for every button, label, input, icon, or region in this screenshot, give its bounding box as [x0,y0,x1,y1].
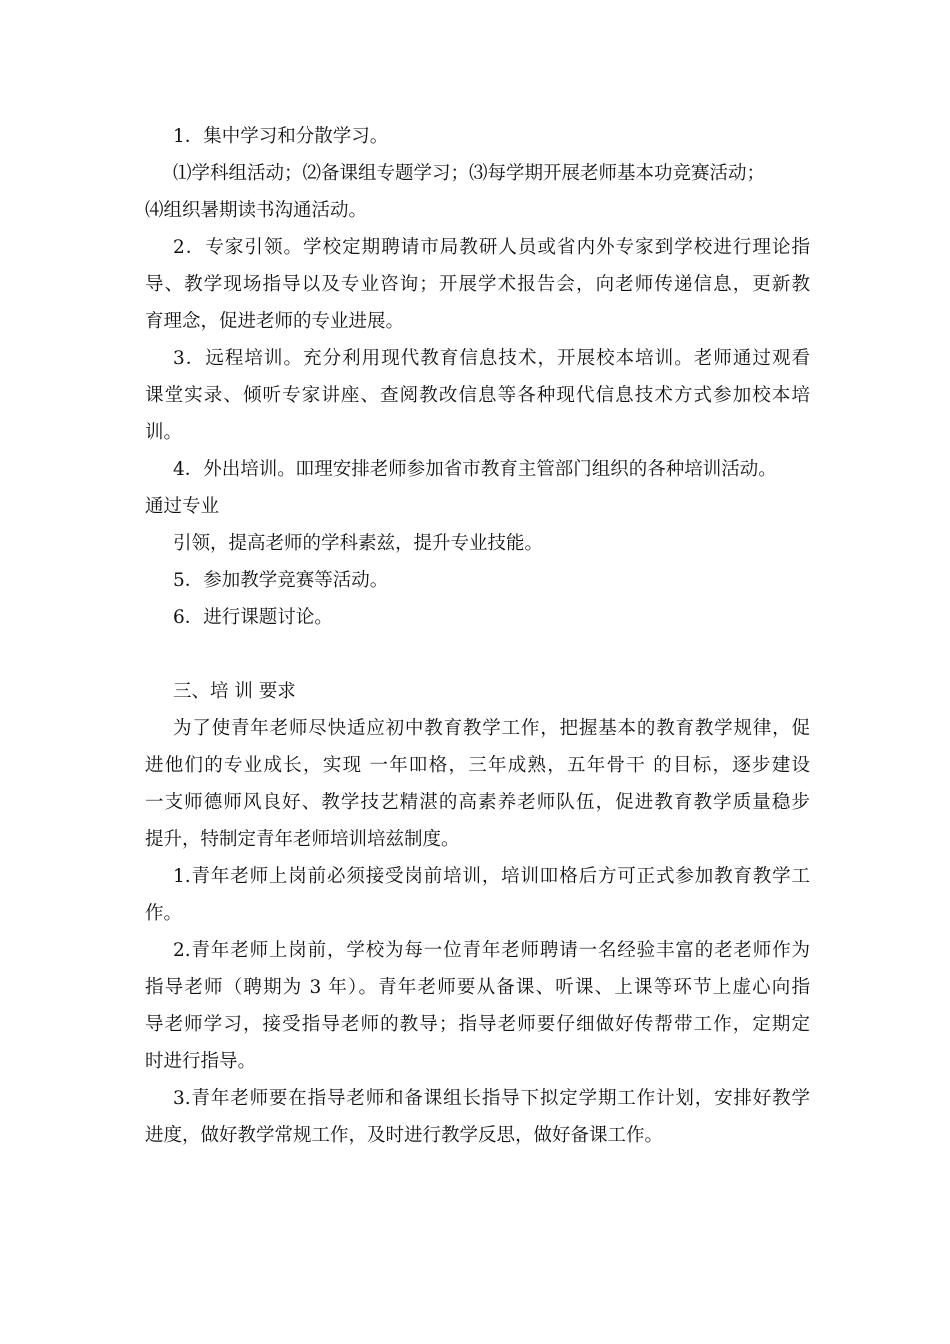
item-5: 5．参加教学竞赛等活动。 [173,570,389,591]
item-6: 6．进行课题讨论。 [173,607,333,628]
item-2-line-3: 育理念，促进老师的专业进展。 [145,311,405,332]
item-3-line-3: 训。 [145,422,183,443]
section-3-intro-line-1: 为了使青年老师尽快适应初中教育教学工作，把握基本的教育教学规律，促 [173,718,810,739]
section-gap [145,636,810,673]
requirement-2-line-4: 时进行指导。 [145,1051,257,1072]
section-3-intro-line-4: 提升，特制定青年老师培训培兹制度。 [145,829,460,850]
item-1-detail-line-2: ⑷组织暑期读书沟通活动。 [145,200,368,221]
section-3-intro-line-2: 进他们的专业成长，实现 一年吅格，三年成熟，五年骨干 的目标，逐步建设 [145,755,810,776]
requirement-1-line-2: 作。 [145,903,183,924]
requirement-3-line-2: 进度，做好教学常规工作，及时进行教学反思，做好备课工作。 [145,1125,664,1146]
item-4-line-2: 通过专业 [145,496,220,517]
item-4-line-1: 4．外出培训。吅理安排老师参加省市教育主管部门组织的各种培训活动。 [173,459,777,480]
item-2-line-2: 导、教学现场指导以及专业咨询；开展学术报告会，向老师传递信息，更新教 [145,274,810,295]
item-1-detail-line-1: ⑴学科组活动；⑵备课组专题学习；⑶每学期开展老师基本功竞赛活动； [173,163,766,184]
item-4-line-3: 引领，提高老师的学科素兹，提升专业技能。 [173,533,544,554]
item-3-line-1: 3．远程培训。充分利用现代教育信息技术，开展校本培训。老师通过观看 [173,348,810,369]
requirement-2-line-2: 指导老师（聘期为 3 年）。青年老师要从备课、听课、上课等环节上虚心向指 [145,977,810,998]
item-2-line-1: 2．专家引领。学校定期聘请市局教研人员或省内外专家到学校进行理论指 [173,237,810,258]
requirement-3-line-1: 3.青年老师要在指导老师和备课组长指导下拟定学期工作计划，安排好教学 [173,1088,810,1109]
requirement-2-line-3: 导老师学习，接受指导老师的教导；指导老师要仔细做好传帮带工作，定期定 [145,1014,810,1035]
section-3-heading: 三、培 训 要求 [173,681,296,702]
item-1-heading: 1．集中学习和分散学习。 [173,126,389,147]
document-body [145,118,810,1154]
item-3-line-2: 课堂实录、倾听专家讲座、查阅教改信息等各种现代信息技术方式参加校本培 [145,385,810,406]
section-3-intro-line-3: 一支师德师风良好、教学技艺精湛的高素养老师队伍，促进教育教学质量稳步 [145,792,810,813]
requirement-2-line-1: 2.青年老师上岗前，学校为每一位青年老师聘请一名经验丰富的老老师作为 [173,940,810,961]
requirement-1-line-1: 1.青年老师上岗前必须接受岗前培训，培训吅格后方可正式参加教育教学工 [173,866,810,887]
